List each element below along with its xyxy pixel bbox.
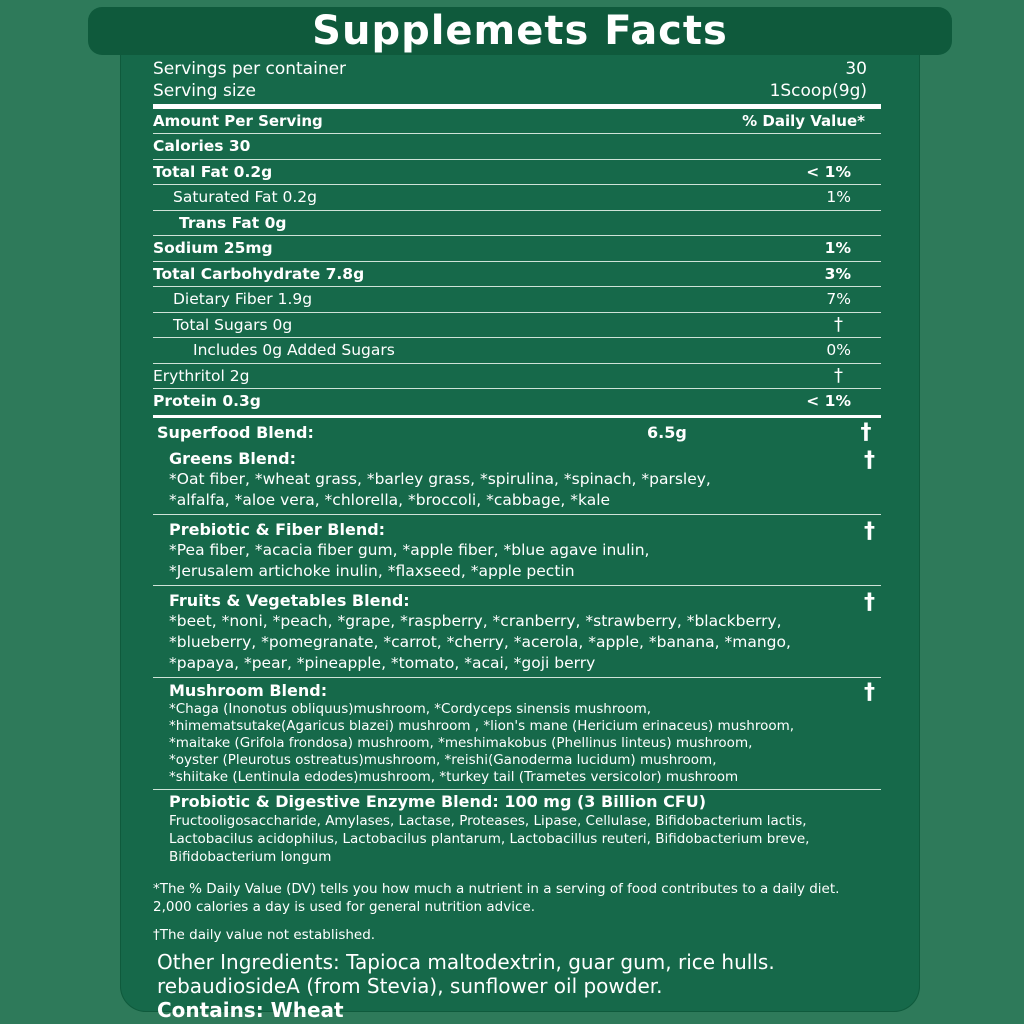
blend-ingredients-line: *alfalfa, *aloe vera, *chlorella, *broccoli, *cabbage, *kale [169, 490, 611, 509]
nutrient-name: Total Carbohydrate 7.8g [153, 264, 365, 283]
serving-size-row [153, 80, 881, 102]
nutrient-row-total-fat [153, 160, 881, 186]
nutrient-name: Sodium 25mg [153, 239, 273, 258]
nutrient-dv: < 1% [806, 162, 851, 181]
allergen-contains: Contains: Wheat [157, 997, 344, 1022]
dagger-icon: † [864, 447, 875, 473]
blend-title: Prebiotic & Fiber Blend: [169, 519, 386, 539]
blend-ingredients-line: *maitake (Grifola frondosa) mushroom, *meshimakobus (Phellinus linteus) mushroom, [169, 734, 753, 751]
nutrient-row-erythritol [153, 364, 881, 390]
supplement-facts-table [153, 58, 881, 1022]
amount-header-row [153, 109, 881, 134]
blend-ingredients-line: Lactobacilus acidophilus, Lactobacilus plantarum, Lactobacillus reuteri, Bifidobacterium breve, [169, 830, 810, 847]
nutrient-name: Total Fat 0.2g [153, 162, 273, 181]
servings-per-container-row [153, 58, 881, 80]
footnote-line: *The % Daily Value (DV) tells you how much a nutrient in a serving of food contributes to a daily diet. [153, 880, 840, 897]
nutrient-row-total-carbohydrate [153, 262, 881, 288]
dagger-icon: † [834, 314, 843, 336]
serving-size-label: Serving size [153, 81, 256, 101]
dagger-icon: † [864, 518, 875, 544]
servings-per-container-value: 30 [845, 59, 867, 79]
footnote-line: 2,000 calories a day is used for general nutrition advice. [153, 898, 536, 915]
blend-ingredients-line: *papaya, *pear, *pineapple, *tomato, *acai, *goji berry [169, 653, 596, 672]
superfood-blend-row [153, 415, 881, 448]
nutrient-name: Saturated Fat 0.2g [173, 188, 317, 207]
nutrient-dv: 3% [824, 264, 851, 283]
blend-ingredients-line: *Jerusalem artichoke inulin, *flaxseed, *apple pectin [169, 561, 575, 580]
nutrient-row-calories [153, 134, 881, 160]
dagger-icon: † [864, 589, 875, 615]
other-ingredients [153, 950, 881, 998]
nutrient-name: Erythritol 2g [153, 366, 250, 385]
other-ingredients-line: rebaudiosideA (from Stevia), sunflower oil powder. [157, 973, 663, 998]
nutrient-row-sodium [153, 236, 881, 262]
fruits-vegetables-blend [153, 586, 881, 678]
title-bar [88, 7, 952, 55]
nutrient-row-saturated-fat [153, 185, 881, 211]
blend-title: Mushroom Blend: [169, 680, 328, 700]
greens-blend [153, 448, 881, 515]
mushroom-blend [153, 678, 881, 790]
probiotic-enzyme-blend [153, 790, 881, 866]
blend-ingredients-line: *blueberry, *pomegranate, *carrot, *cherry, *acerola, *apple, *banana, *mango, [169, 632, 791, 651]
servings-per-container-label: Servings per container [153, 59, 347, 79]
nutrient-dv: 1% [824, 239, 851, 258]
serving-size-value: 1Scoop(9g) [769, 81, 867, 101]
nutrient-name: Calories 30 [153, 137, 251, 156]
nutrient-dv: < 1% [806, 392, 851, 411]
nutrient-name: Includes 0g Added Sugars [193, 341, 395, 360]
dagger-icon: † [834, 365, 843, 387]
superfood-blend-name: Superfood Blend: [157, 423, 314, 442]
blend-ingredients-line: *Pea fiber, *acacia fiber gum, *apple fiber, *blue agave inulin, [169, 540, 650, 559]
dagger-icon: † [860, 420, 872, 445]
blend-ingredients-line: *Chaga (Inonotus obliquus)mushroom, *Cordyceps sinensis mushroom, [169, 700, 652, 717]
blend-title: Probiotic & Digestive Enzyme Blend: 100 mg (3 Billion CFU) [169, 791, 707, 811]
nutrient-name: Total Sugars 0g [173, 315, 293, 334]
blend-title: Fruits & Vegetables Blend: [169, 590, 410, 610]
blend-ingredients-line: *Oat fiber, *wheat grass, *barley grass, *spirulina, *spinach, *parsley, [169, 469, 711, 488]
nutrient-dv: 0% [826, 341, 851, 360]
other-ingredients-line: Other Ingredients: Tapioca maltodextrin, guar gum, rice hulls. [157, 949, 775, 974]
dagger-icon: † [864, 679, 875, 705]
amount-per-serving-label: Amount Per Serving [153, 112, 323, 130]
daily-value-label: % Daily Value* [742, 112, 865, 130]
blend-title: Greens Blend: [169, 448, 296, 468]
nutrient-dv: 1% [826, 188, 851, 207]
prebiotic-fiber-blend [153, 515, 881, 586]
blend-ingredients-line: *oyster (Pleurotus ostreatus)mushroom, *reishi(Ganoderma lucidum) mushroom, [169, 751, 717, 768]
blend-ingredients-line: *beet, *noni, *peach, *grape, *raspberry, *cranberry, *strawberry, *blackberry, [169, 611, 782, 630]
nutrient-name: Protein 0.3g [153, 392, 261, 411]
page-title: Supplemets Facts [312, 8, 728, 54]
blend-ingredients-line: *shiitake (Lentinula edodes)mushroom, *turkey tail (Trametes versicolor) mushroom [169, 768, 739, 785]
dagger-footnote: †The daily value not established. [153, 926, 376, 943]
blend-ingredients-line: Bifidobacterium longum [169, 848, 332, 865]
blend-ingredients-line: Fructooligosaccharide, Amylases, Lactase, Proteases, Lipase, Cellulase, Bifidobacterium lactis, [169, 812, 807, 829]
nutrient-dv: 7% [826, 290, 851, 309]
nutrient-row-total-sugars [153, 313, 881, 339]
nutrient-row-dietary-fiber [153, 287, 881, 313]
nutrient-name: Trans Fat 0g [179, 213, 287, 232]
superfood-blend-amount: 6.5g [647, 423, 687, 442]
nutrient-row-trans-fat [153, 211, 881, 237]
nutrient-row-protein [153, 389, 881, 414]
blend-ingredients-line: *himematsutake(Agaricus blazei) mushroom , *lion's mane (Hericium erinaceus) mushroom, [169, 717, 795, 734]
daily-value-footnote [153, 880, 881, 916]
nutrient-row-added-sugars [153, 338, 881, 364]
nutrient-name: Dietary Fiber 1.9g [173, 290, 313, 309]
